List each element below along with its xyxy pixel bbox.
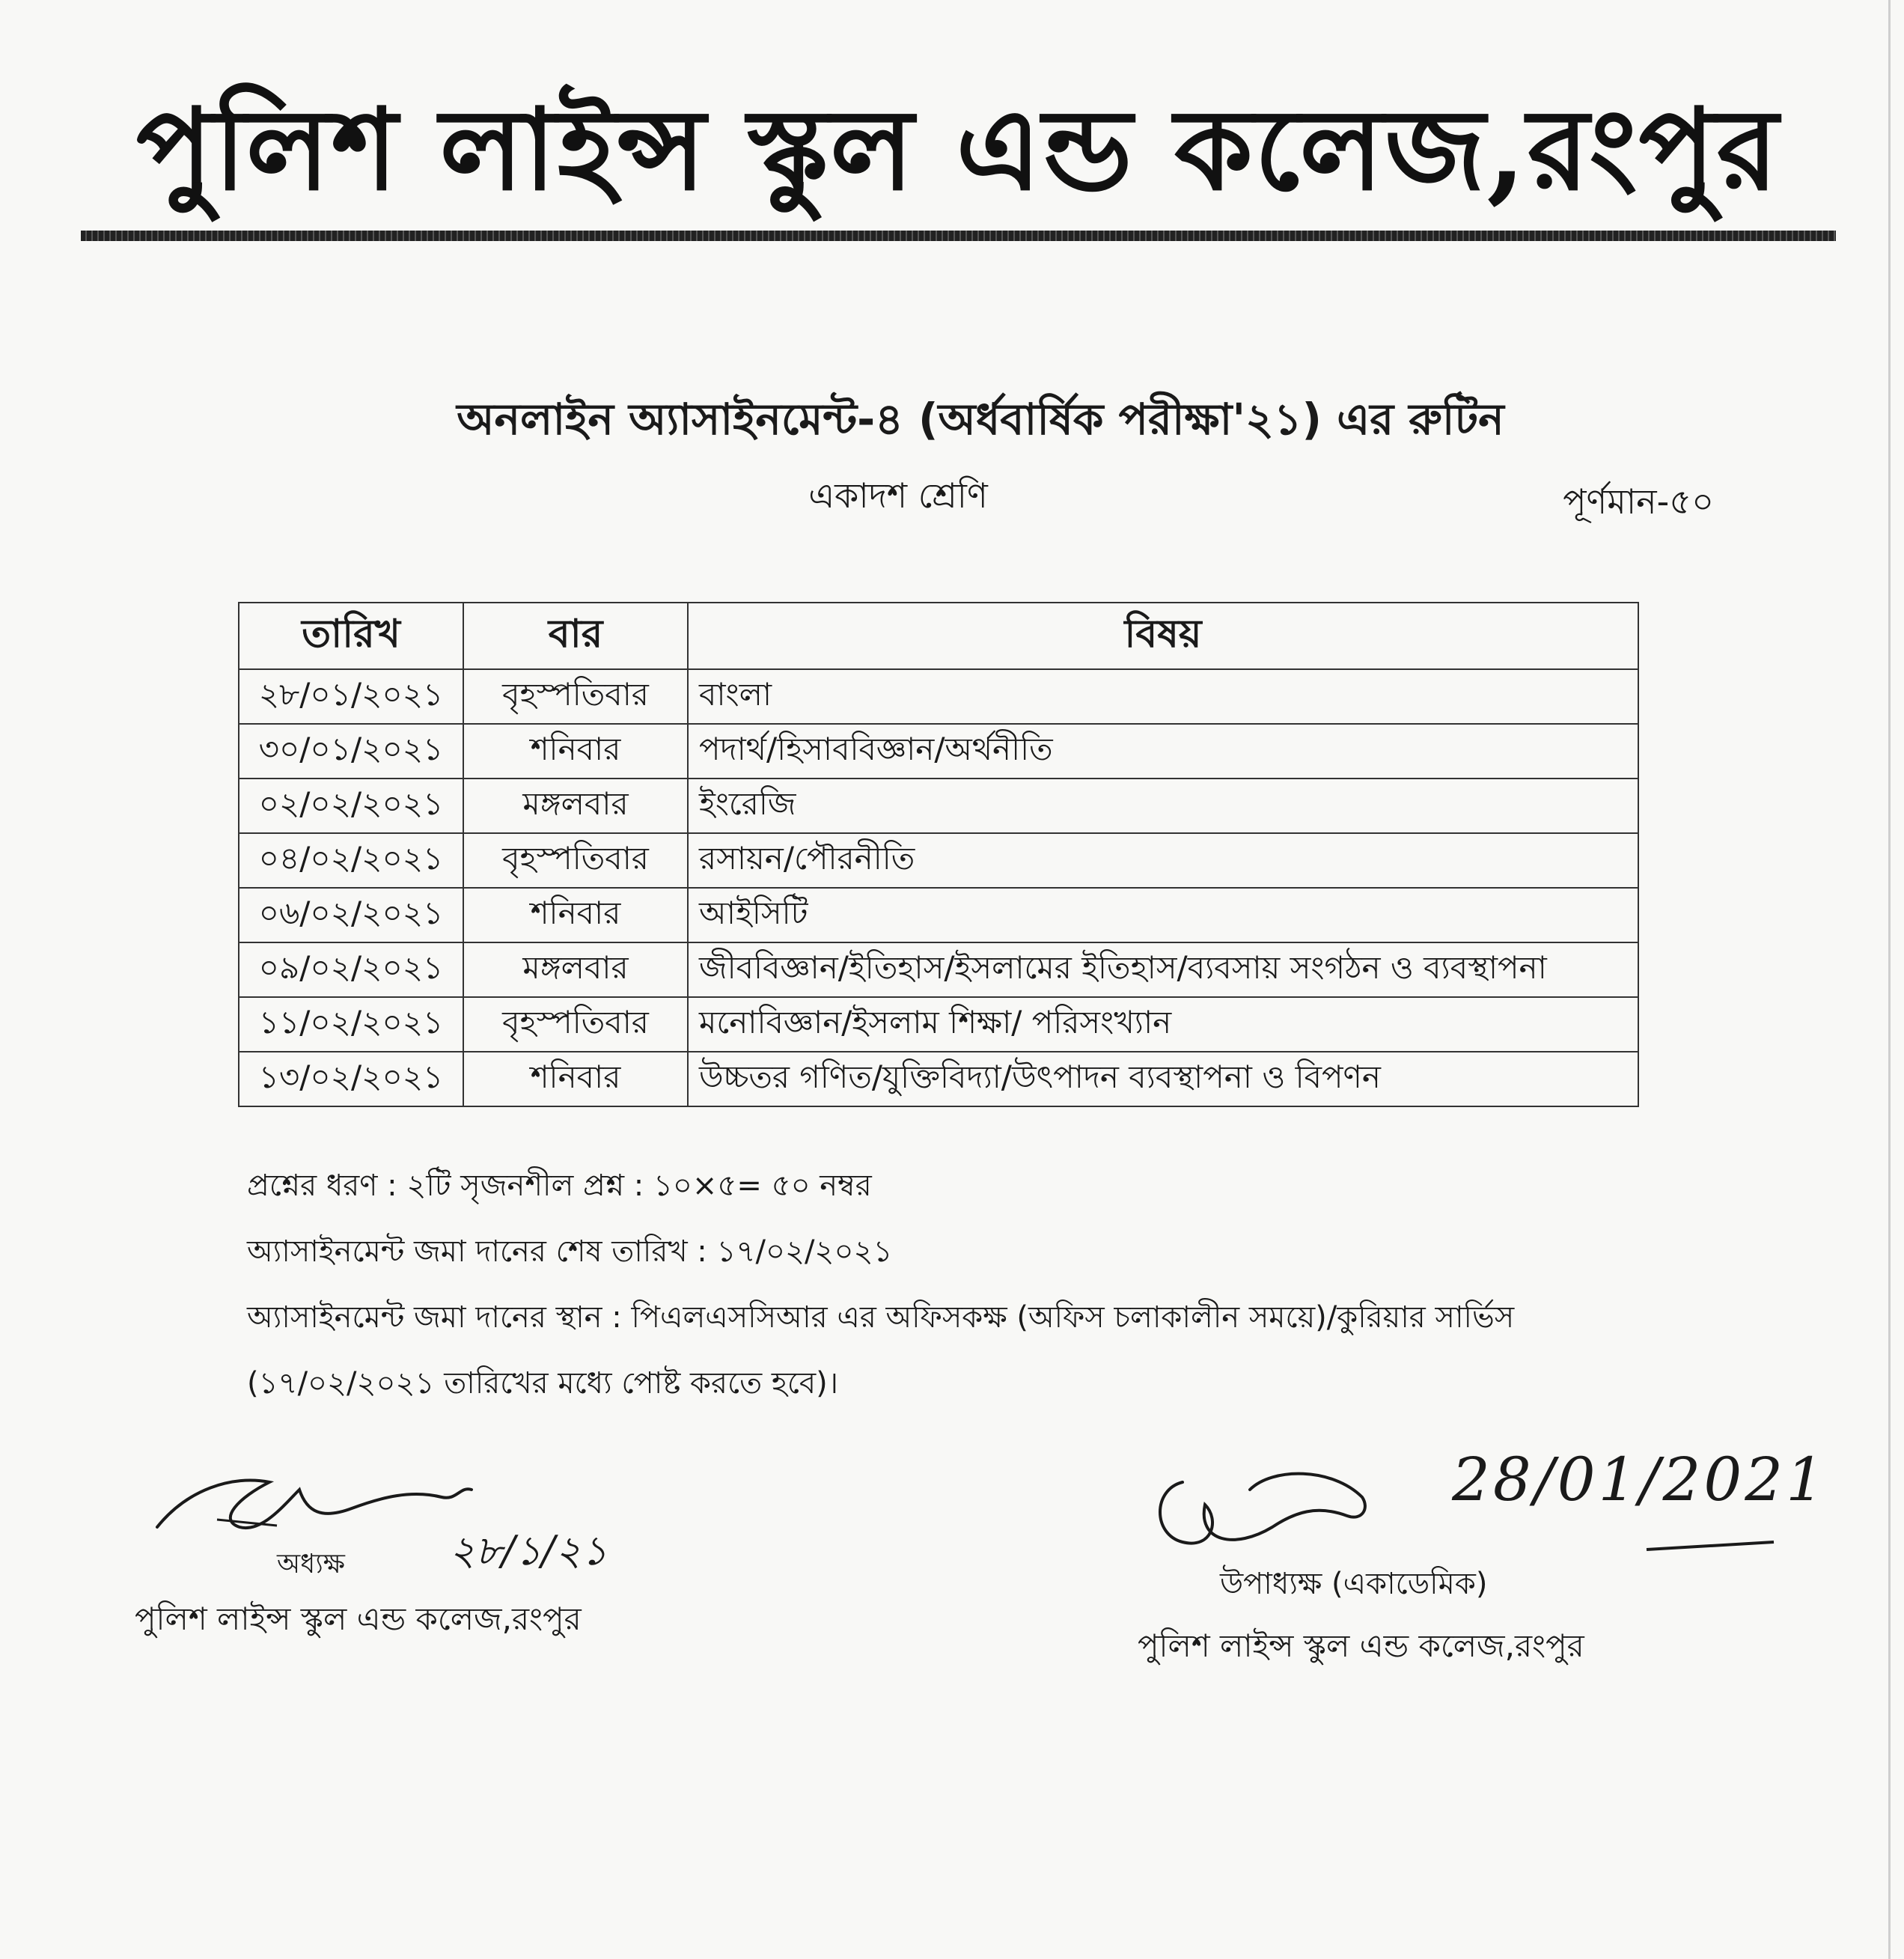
routine-table bbox=[238, 602, 1639, 1107]
table-row bbox=[239, 779, 1638, 833]
row-subject: জীববিজ্ঞান/ইতিহাস/ইসলামের ইতিহাস/ব্যবসায় সংগঠন ও ব্যবস্থাপনা bbox=[688, 942, 1638, 997]
row-subject: উচ্চতর গণিত/যুক্তিবিদ্যা/উৎপাদন ব্যবস্থাপনা ও বিপণন bbox=[688, 1052, 1638, 1106]
page-edge bbox=[1888, 0, 1891, 1959]
row-subject: ইংরেজি bbox=[688, 779, 1638, 833]
vice-principal-role: উপাধ্যক্ষ (একাডেমিক) bbox=[1220, 1567, 1488, 1601]
header-day: বার bbox=[463, 603, 688, 669]
instructions bbox=[247, 1153, 1684, 1416]
vice-principal-signed-date: 28/01/2021 bbox=[1452, 1445, 1828, 1514]
table-row bbox=[239, 942, 1638, 997]
row-subject: রসায়ন/পৌরনীতি bbox=[688, 833, 1638, 888]
row-date: ০৯/০২/২০২১ bbox=[239, 942, 463, 997]
question-type-note: প্রশ্নের ধরণ : ২টি সৃজনশীল প্রশ্ন : ১০×৫= ৫০ নম্বর bbox=[247, 1169, 872, 1203]
full-marks: পূর্ণমান-৫০ bbox=[1563, 481, 1714, 522]
routine-heading: অনলাইন অ্যাসাইনমেন্ট-৪ (অর্ধবার্ষিক পরীক্ষা'২১) এর রুটিন bbox=[457, 394, 1504, 445]
row-day: শনিবার bbox=[463, 1052, 688, 1106]
table-row bbox=[239, 997, 1638, 1052]
row-subject: মনোবিজ্ঞান/ইসলাম শিক্ষা/ পরিসংখ্যান bbox=[688, 997, 1638, 1052]
row-day: শনিবার bbox=[463, 724, 688, 779]
vice-principal-institution: পুলিশ লাইন্স স্কুল এন্ড কলেজ,রংপুর bbox=[1138, 1627, 1584, 1664]
row-day: মঙ্গলবার bbox=[463, 779, 688, 833]
submission-location-note: অ্যাসাইনমেন্ট জমা দানের স্থান : পিএলএসসিআর এর অফিসকক্ষ (অফিস চলাকালীন সময়ে)/কুরিয়ার সার্ভিস bbox=[247, 1300, 1515, 1335]
table-row bbox=[239, 669, 1638, 724]
row-day: বৃহস্পতিবার bbox=[463, 997, 688, 1052]
row-day: শনিবার bbox=[463, 888, 688, 942]
row-day: বৃহস্পতিবার bbox=[463, 669, 688, 724]
row-day: মঙ্গলবার bbox=[463, 942, 688, 997]
title-divider bbox=[81, 231, 1836, 241]
principal-signed-date: ২৮/১/২১ bbox=[449, 1527, 608, 1574]
table-row bbox=[239, 724, 1638, 779]
header-date: তারিখ bbox=[239, 603, 463, 669]
row-day: বৃহস্পতিবার bbox=[463, 833, 688, 888]
submission-location-note-cont: (১৭/০২/২০২১ তারিখের মধ্যে পোষ্ট করতে হবে)। bbox=[247, 1366, 839, 1401]
row-date: ৩০/০১/২০২১ bbox=[239, 724, 463, 779]
row-date: ০২/০২/২০২১ bbox=[239, 779, 463, 833]
row-subject: আইসিটি bbox=[688, 888, 1638, 942]
vice-principal-signature-block bbox=[1123, 1437, 1841, 1669]
principal-signature-block bbox=[127, 1445, 636, 1639]
row-date: ০৪/০২/২০২১ bbox=[239, 833, 463, 888]
row-subject: পদার্থ/হিসাববিজ্ঞান/অর্থনীতি bbox=[688, 724, 1638, 779]
principal-institution: পুলিশ লাইন্স স্কুল এন্ড কলেজ,রংপুর bbox=[135, 1600, 582, 1637]
table-row bbox=[239, 833, 1638, 888]
row-date: ০৬/০২/২০২১ bbox=[239, 888, 463, 942]
table-row bbox=[239, 888, 1638, 942]
table-header-row bbox=[239, 603, 1638, 669]
principal-role: অধ্যক্ষ bbox=[277, 1549, 345, 1579]
row-date: ১৩/০২/২০২১ bbox=[239, 1052, 463, 1106]
row-date: ২৮/০১/২০২১ bbox=[239, 669, 463, 724]
class-name: একাদশ শ্রেণি bbox=[808, 475, 988, 516]
deadline-note: অ্যাসাইনমেন্ট জমা দানের শেষ তারিখ : ১৭/০২/২০২১ bbox=[247, 1234, 893, 1269]
row-date: ১১/০২/২০২১ bbox=[239, 997, 463, 1052]
table-row bbox=[239, 1052, 1638, 1106]
school-title: পুলিশ লাইন্স স্কুল এন্ড কলেজ,রংপুর bbox=[136, 84, 1780, 216]
row-subject: বাংলা bbox=[688, 669, 1638, 724]
header-subject: বিষয় bbox=[688, 603, 1638, 669]
